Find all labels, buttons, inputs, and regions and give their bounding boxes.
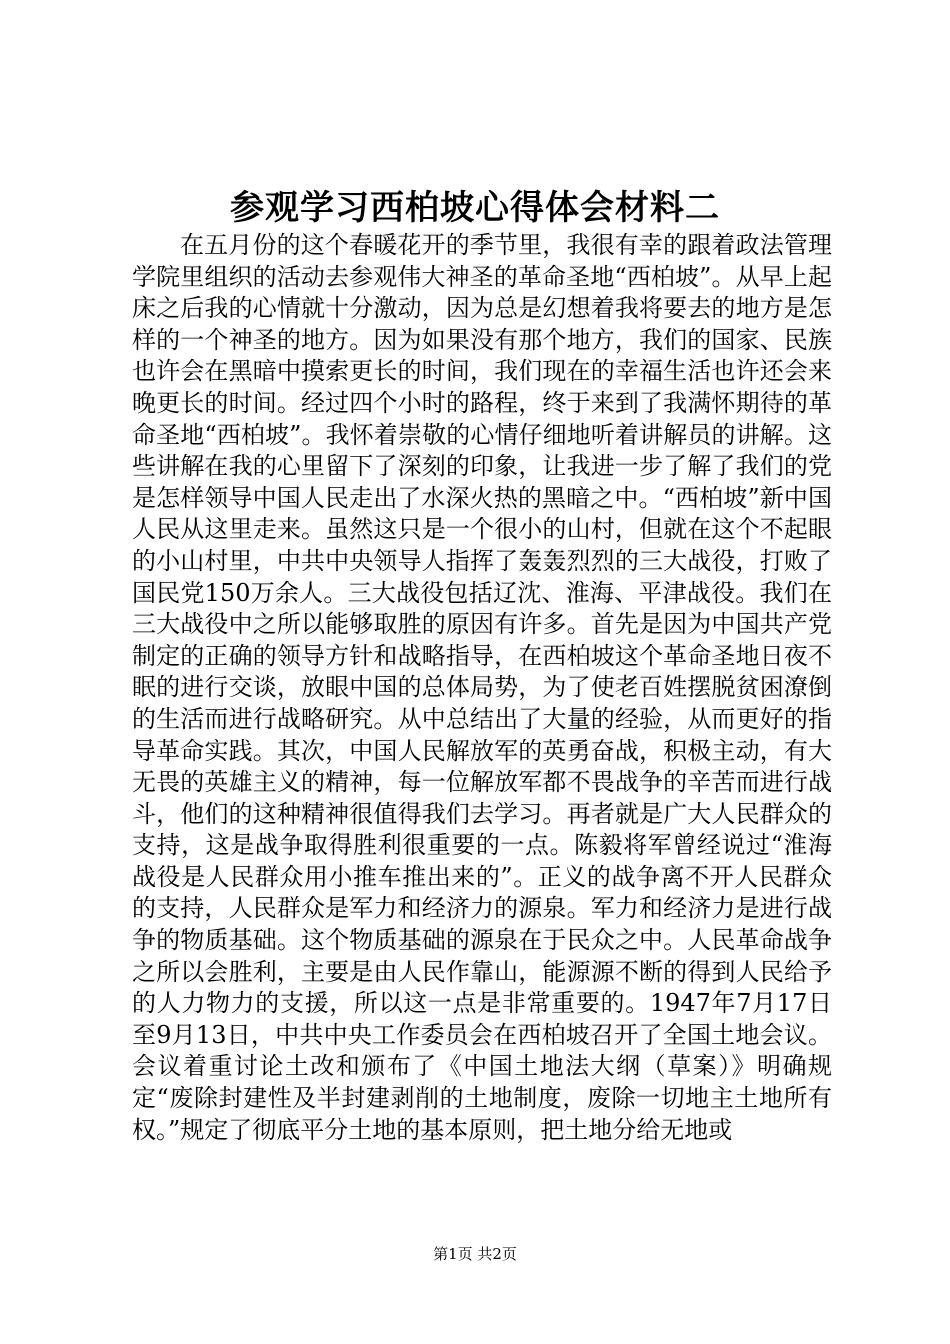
page-total: 共2页 <box>477 1245 517 1263</box>
page-footer <box>0 1244 950 1264</box>
document-title: 参观学习西柏坡心得体会材料二 <box>230 188 720 228</box>
page-number: 第1页 <box>433 1245 473 1263</box>
body-paragraph: 在五月份的这个春暖花开的季节里，我很有幸的跟着政法管理学院里组织的活动去参观伟大神圣的革命圣地“西柏坡”。从早上起床之后我的心情就十分激动，因为总是幻想着我将要去的地方是怎样的一个神圣的地方。因为如果没有那个地方，我们的国家、民族也许会在黑暗中摸索更长的时间，我们现在的幸福生活也许还会来晚更长的时间。经过四个小时的路程，终于来到了我满怀期待的革命圣地“西柏坡”。我怀着崇敬的心情仔细地听着讲解员的讲解。这些讲解在我的心里留下了深刻的印象，让我进一步了解了我们的党是怎样领导中国人民走出了水深火热的黑暗之中。“西柏坡”新中国人民从这里走来。虽然这只是一个很小的山村，但就在这个不起眼的小山村里，中共中央领导人指挥了轰轰烈烈的三大战役，打败了国民党150万余人。三大战役包括辽沈、淮海、平津战役。我们在三大战役中之所以能够取胜的原因有许多。首先是因为中国共产党制定的正确的领导方针和战略指导，在西柏坡这个革命圣地日夜不眠的进行交谈，放眼中国的总体局势，为了使老百姓摆脱贫困潦倒的生活而进行战略研究。从中总结出了大量的经验，从而更好的指导革命实践。其次，中国人民解放军的英勇奋战，积极主动，有大无畏的英雄主义的精神，每一位解放军都不畏战争的辛苦而进行战斗，他们的这种精神很值得我们去学习。再者就是广大人民群众的支持，这是战争取得胜利很重要的一点。陈毅将军曾经说过“淮海战役是人民群众用小推车推出来的”。正义的战争离不开人民群众的支持，人民群众是军力和经济力的源泉。军力和经济力是进行战争的物质基础。这个物质基础的源泉在于民众之中。人民革命战争之所以会胜利，主要是由人民作靠山，能源源不断的得到人民给予的人力物力的支援，所以这一点是非常重要的。1947年7月17日至9月13日，中共中央工作委员会在西柏坡召开了全国土地会议。会议着重讨论土改和颁布了《中国土地法大纲（草案）》明确规定“废除封建性及半封建剥削的土地制度，废除一切地主土地所有权。”规定了彻底平分土地的基本原则，把土地分给无地或 <box>132 231 832 1144</box>
